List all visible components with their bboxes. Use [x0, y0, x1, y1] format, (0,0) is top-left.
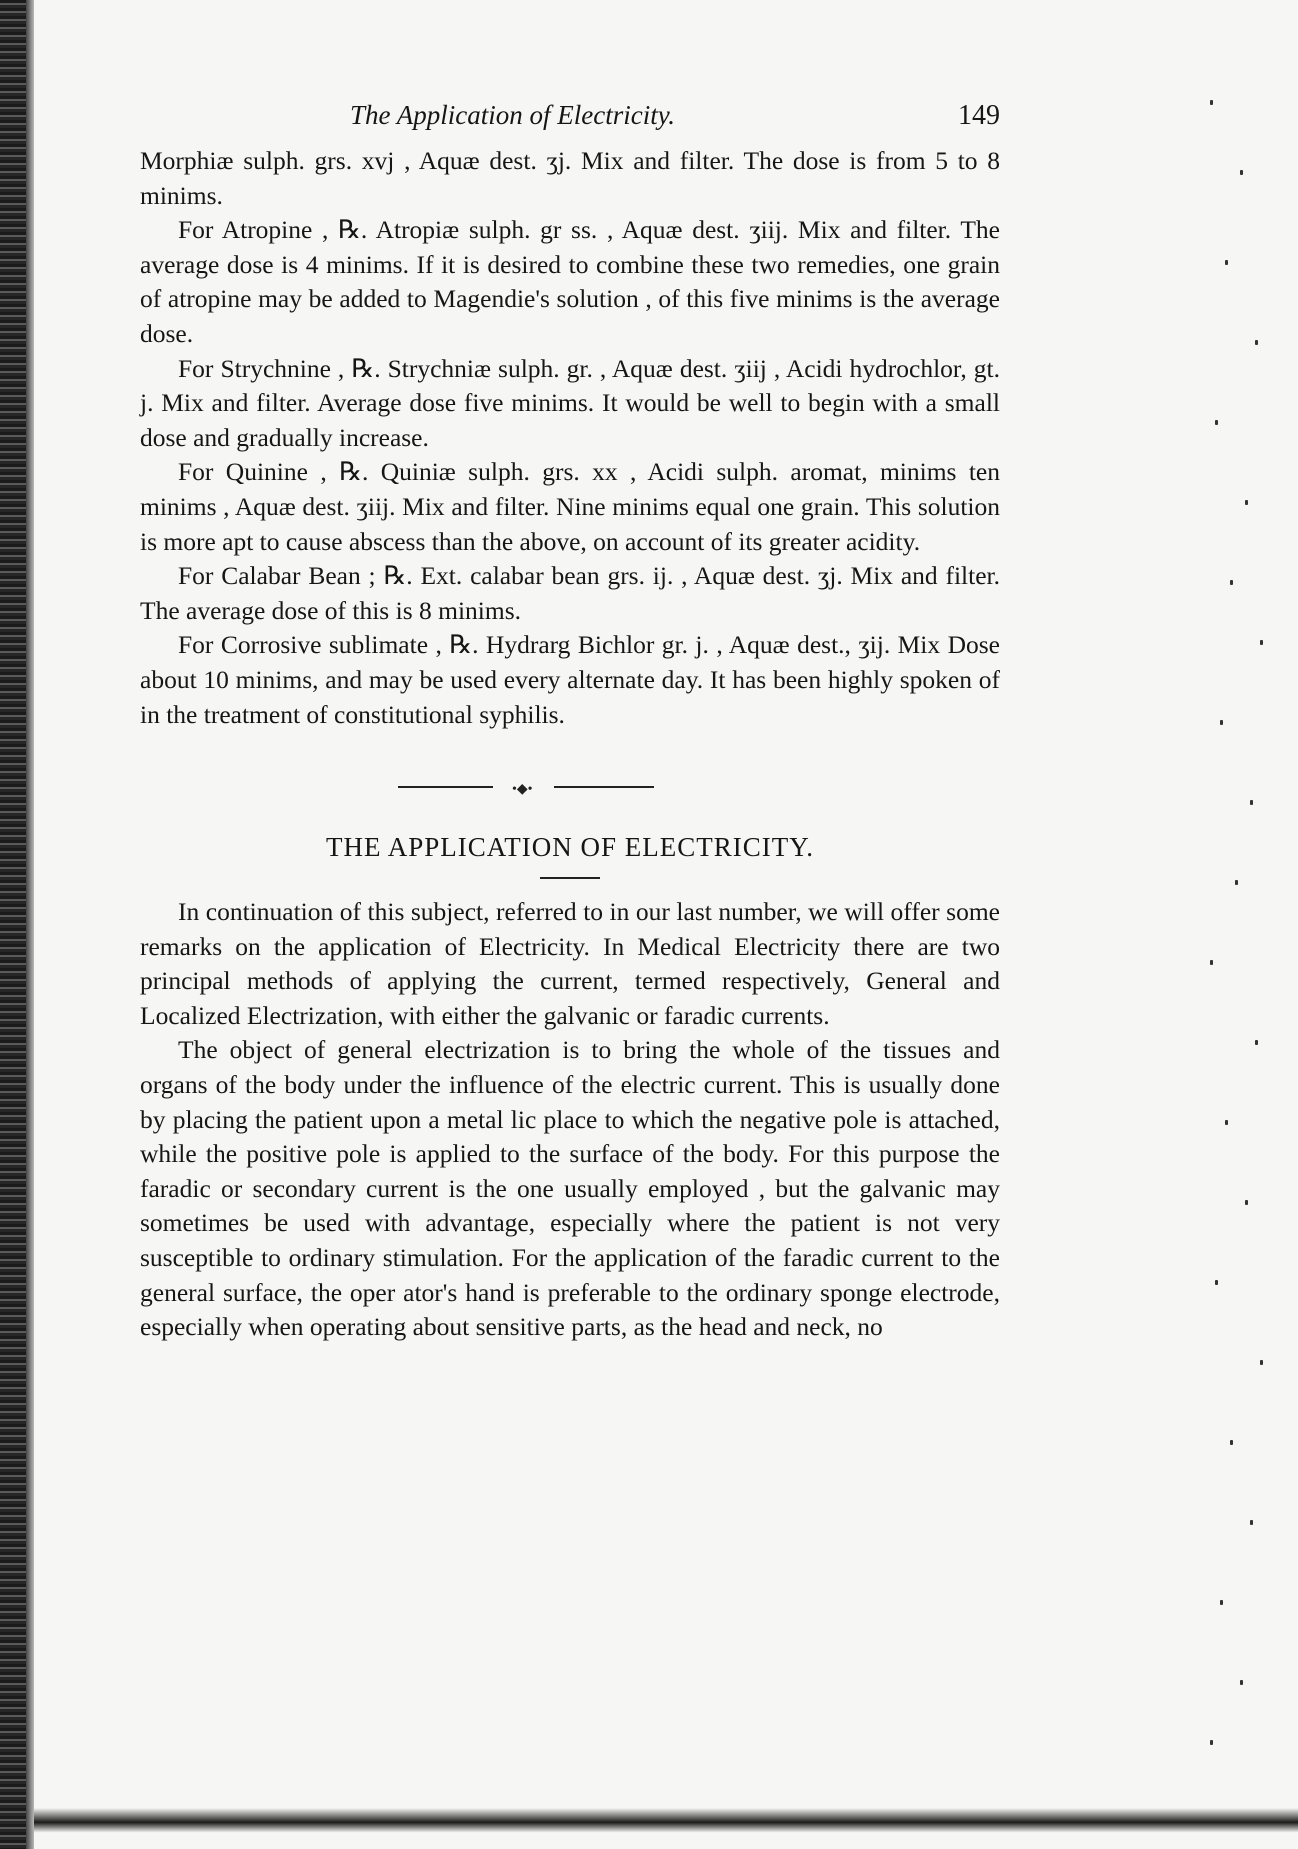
prescription-morphia: Morphiæ sulph. grs. xvj , Aquæ dest. ʒj. Mix and filter. The dose is from 5 to 8 minims. [140, 146, 1000, 210]
section-ornament [140, 772, 1000, 802]
scan-speck [1240, 170, 1243, 175]
scan-speck [1245, 500, 1248, 505]
prescription-quinine: For Quinine , ℞. Quiniæ sulph. grs. xx , Acidi sulph. aromat, minims ten minims , Aquæ dest. ʒiij. Mix and filter. Nine minims equal one grain. This solution is more apt to cause abscess than the above, on account of its greater acidity. [140, 457, 1000, 556]
prescription-atropine: For Atropine , ℞. Atropiæ sulph. gr ss. , Aquæ dest. ʒiij. Mix and filter. The average dose is 4 minims. If it is desired to combine these two remedies, one grain of atropine may be added to Magendie's solution , of this five minims is the average dose. [140, 215, 1000, 348]
scan-speck [1245, 1200, 1248, 1205]
scan-speck [1230, 580, 1233, 585]
scan-speck [1220, 720, 1223, 725]
prescriptions-block [140, 144, 1000, 732]
scan-speck [1215, 1280, 1218, 1285]
scan-speck [1210, 960, 1213, 965]
ornament-rule-right [554, 786, 654, 788]
prescription-corrosive-sublimate: For Corrosive sublimate , ℞. Hydrarg Bichlor gr. j. , Aquæ dest., ʒij. Mix Dose about 10 minims, and may be used every alternate day. It has been highly spoken of in the treatment of constitutional syphilis. [140, 630, 1000, 729]
ornament-rule-left [398, 786, 493, 788]
page-bottom-edge [34, 1808, 1298, 1849]
scan-speck [1225, 1120, 1228, 1125]
scan-speck [1260, 640, 1263, 645]
scan-speck [1240, 1680, 1243, 1685]
scan-speck [1220, 1600, 1223, 1605]
prescription-strychnine: For Strychnine , ℞. Strychniæ sulph. gr. , Aquæ dest. ʒiij , Acidi hydrochlor, gt. j. Mix and filter. Average dose five minims. It would be well to begin with a small dose and gradually increase. [140, 353, 1000, 452]
scan-speck [1210, 100, 1213, 105]
book-spine-shadow [0, 0, 34, 1849]
section-paragraph: In continuation of this subject, referred to in our last number, we will offer some remarks on the application of Electricity. In Medical Electricity there are two principal methods of applying the current, termed respectively, General and Localized Electrization, with either the galvanic or faradic currents. [140, 897, 1000, 1030]
scan-speck [1260, 1360, 1263, 1365]
running-head [140, 100, 1000, 140]
ornament-dots: •◆• [512, 782, 533, 798]
book-page [140, 100, 1000, 1345]
scan-speck [1210, 1740, 1213, 1745]
scan-speck [1250, 800, 1253, 805]
running-head-title: The Application of Electricity. [350, 100, 675, 130]
scan-speck [1230, 1440, 1233, 1445]
scan-speck [1255, 1040, 1258, 1045]
scan-speck [1235, 880, 1238, 885]
heading-rule [540, 877, 600, 879]
page-number: 149 [958, 100, 1000, 131]
margin-specks [1200, 80, 1280, 1780]
scan-speck [1215, 420, 1218, 425]
scan-speck [1250, 1520, 1253, 1525]
scan-speck [1225, 260, 1228, 265]
prescription-calabar-bean: For Calabar Bean ; ℞. Ext. calabar bean grs. ij. , Aquæ dest. ʒj. Mix and filter. The average dose of this is 8 minims. [140, 561, 1000, 625]
section-heading: THE APPLICATION OF ELECTRICITY. [325, 832, 814, 863]
scan-speck [1255, 340, 1258, 345]
section-paragraph: The object of general electrization is to bring the whole of the tissues and organs of the body under the influence of the electric current. This is usually done by placing the patient upon a metal lic place to which the negative pole is attached, while the positive pole is applied to the surface of the body. For this purpose the faradic or secondary current is the one usually employed , but the galvanic may sometimes be used with advantage, especially where the patient is not very susceptible to ordinary stimulation. For the application of the faradic current to the general surface, the oper ator's hand is preferable to the ordinary sponge electrode, especially when operating about sensitive parts, as the head and neck, no [140, 1035, 1000, 1342]
